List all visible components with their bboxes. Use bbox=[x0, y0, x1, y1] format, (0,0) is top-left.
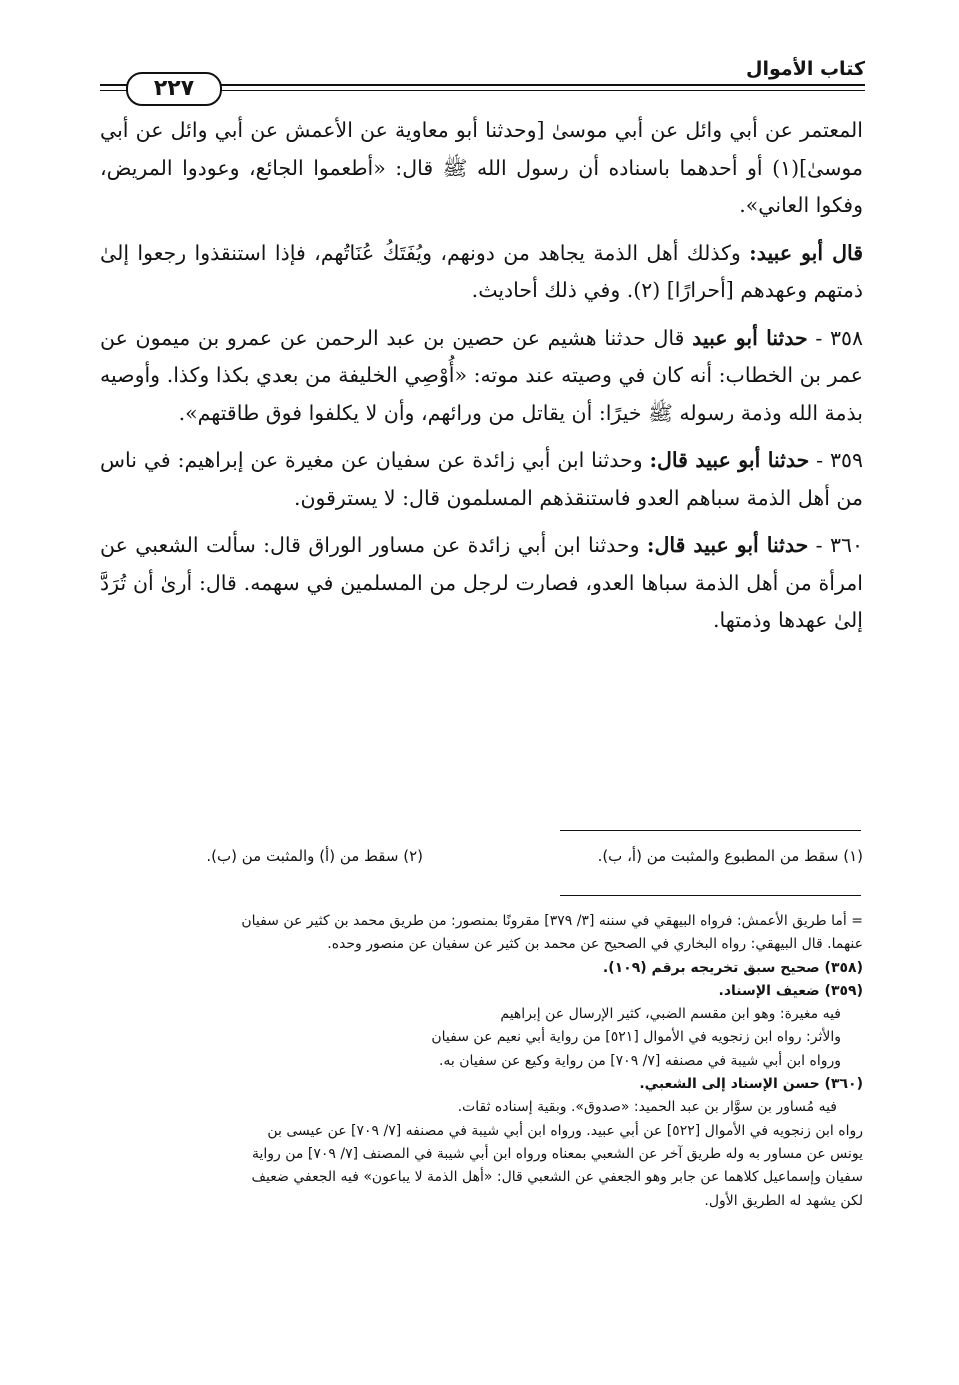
commentary-heading: (٣٥٩) ضعيف الإسناد. bbox=[718, 982, 863, 999]
commentary-divider bbox=[560, 895, 861, 896]
paragraph-1 bbox=[100, 112, 863, 225]
p5-text: وحدثنا ابن أبي زائدة عن مساور الوراق قال: سألت الشعبي عن امرأة من أهل الذمة سباها العدو، فصارت لرجل من المسلمين في سهمه. قال: أرىٰ أن تُرَدَّ إلىٰ عهدها وذمتها. bbox=[100, 533, 863, 632]
paragraph-358 bbox=[100, 320, 863, 433]
p4-text: وحدثنا ابن أبي زائدة عن سفيان عن مغيرة عن إبراهيم: في ناس من أهل الذمة سباهم العدو فاستنقذهم المسلمون قال: لا يسترقون. bbox=[100, 448, 863, 510]
main-text bbox=[100, 112, 863, 650]
hadith-number: ٣٥٨ - bbox=[807, 325, 863, 350]
speaker-label: حدثنا أبو عبيد قال: bbox=[646, 533, 809, 557]
commentary-line: عنهما. قال البيهقي: رواه البخاري في الصحيح عن محمد بن كثير عن سفيان عن منصور وحده. bbox=[327, 936, 863, 953]
commentary-line: فيه مغيرة: وهو ابن مقسم الضبي، كثير الإرسال عن إبراهيم bbox=[500, 1006, 841, 1023]
commentary-heading: (٣٥٨) صحيح سبق تخريجه برقم (١٠٩). bbox=[602, 959, 863, 976]
footnote-1: (١) سقط من المطبوع والمثبت من (أ، ب). bbox=[597, 847, 863, 865]
commentary-line: ورواه ابن أبي شيبة في مصنفه [٧/ ٧٠٩] من رواية وكيع عن سفيان به. bbox=[438, 1052, 841, 1069]
commentary-heading: (٣٦٠) حسن الإسناد إلى الشعبي. bbox=[639, 1076, 863, 1093]
commentary-line: والأثر: رواه ابن زنجويه في الأموال [٥٢١] من رواية أبي نعيم عن سفيان bbox=[431, 1029, 841, 1046]
speaker-label: حدثنا أبو عبيد bbox=[692, 325, 808, 350]
commentary-line: يونس عن مساور به وله طريق آخر عن الشعبي بمعناه ورواه ابن أبي شيبة في المصنف [٧/ ٧٠٩] من رواية bbox=[251, 1145, 863, 1162]
footnote-2: (٢) سقط من (أ) والمثبت من (ب). bbox=[206, 847, 423, 865]
commentary-line: لكن يشهد له الطريق الأول. bbox=[704, 1192, 863, 1209]
p3-text: قال حدثنا هشيم عن حصين بن عبد الرحمن عن عمرو بن ميمون عن عمر بن الخطاب: أنه كان في وصيته عند موته: «أُوْصِي الخليفة من بعدي بكذا وكذا. وأوصيه بذمة الله وذمة رسوله ﷺ خيرًا: أن يقاتل من ورائهم، وأن لا يكلفوا فوق طاقتهم». bbox=[100, 325, 863, 425]
p1-line-2: عن أبي موسىٰ](١) أو أحدهما باسناده أن رسول الله ﷺ قال: «أطعموا الجائع، وعودوا bbox=[100, 118, 863, 180]
book-title: كتاب الأموال bbox=[746, 58, 865, 80]
p1-line-3: المريض، وفكوا العاني». bbox=[100, 155, 863, 217]
speaker-label: حدثنا أبو عبيد قال: bbox=[649, 448, 810, 472]
paragraph-2 bbox=[100, 235, 863, 310]
p1-line-1: المعتمر عن أبي وائل عن أبي موسىٰ [وحدثنا أبو معاوية عن الأعمش عن أبي وائل bbox=[170, 118, 863, 142]
commentary-line: = أما طريق الأعمش: فرواه البيهقي في سننه [٣/ ٣٧٩] مقرونًا بمنصور: من طريق محمد بن كثير عن سفيان bbox=[241, 913, 863, 929]
hadith-number: ٣٦٠ - bbox=[808, 533, 863, 557]
page-number: ٢٢٧ bbox=[126, 72, 222, 106]
speaker-label: قال أبو عبيد: bbox=[749, 240, 864, 265]
commentary-line: رواه ابن زنجويه في الأموال [٥٢٢] عن أبي عبيد. ورواه ابن أبي شيبة في مصنفه [٧/ ٧٠٩] عن عيسى بن bbox=[267, 1122, 863, 1139]
paragraph-360 bbox=[100, 527, 863, 640]
p2-text: وكذلك أهل الذمة يجاهد من دونهم، ويُفَتَكُ عُنَاتُهم، فإذا استنقذوا رجعوا إلىٰ ذمتهم وعهدهم [أحرارًا] (٢). وفي ذلك أحاديث. bbox=[100, 240, 863, 302]
commentary-line: سفيان وإسماعيل كلاهما عن جابر وهو الجعفي عن الشعبي قال: «أهل الذمة لا يباعون» فيه الجعفي ضعيف bbox=[251, 1169, 863, 1186]
hadith-number: ٣٥٩ - bbox=[809, 448, 863, 472]
commentary-line: فيه مُساور بن سوَّار بن عبد الحميد: «صدوق». وبقية إسناده ثقات. bbox=[457, 1099, 837, 1116]
paragraph-359 bbox=[100, 442, 863, 517]
footnote-divider bbox=[560, 830, 861, 831]
commentary-notes bbox=[100, 910, 863, 1213]
